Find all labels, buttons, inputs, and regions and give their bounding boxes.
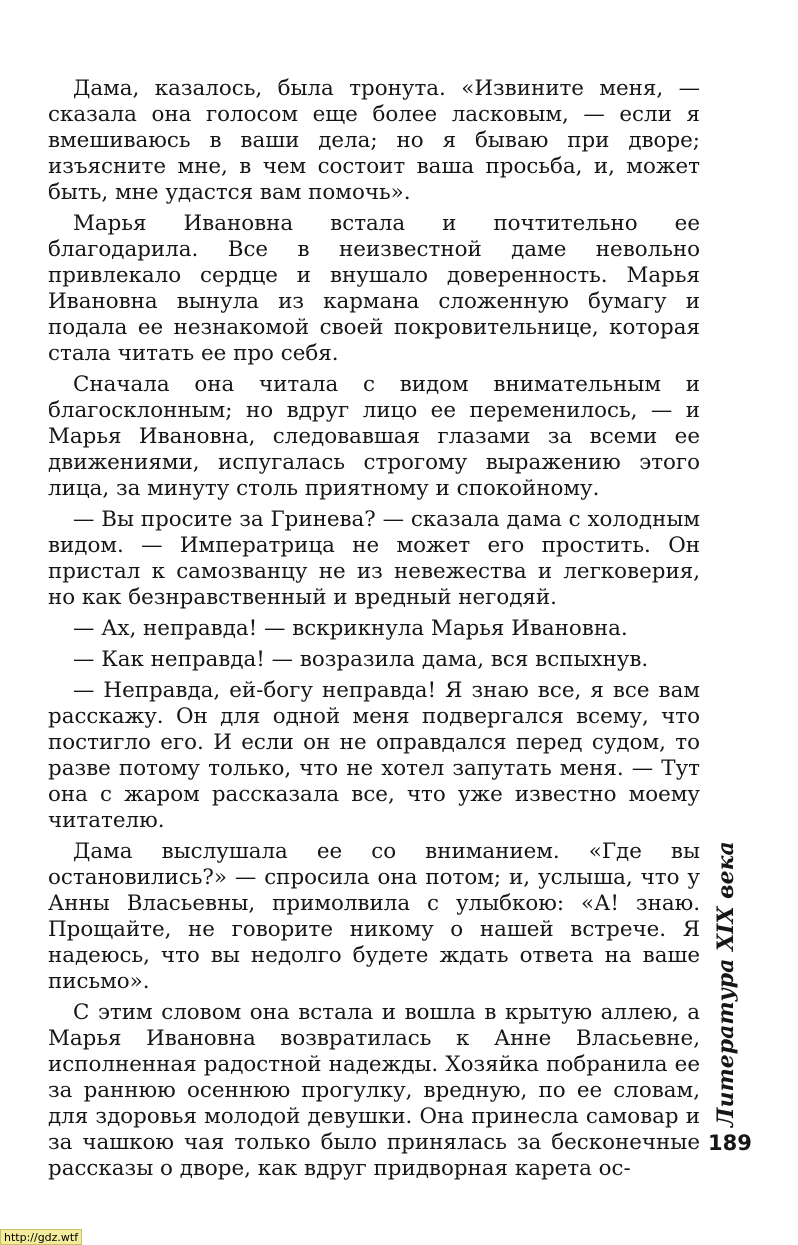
paragraph: — Как неправда! — возразила дама, вся вспыхнув. [73, 647, 649, 672]
paragraph: Сначала она читала с видом внимательным и благосклонным; но вдруг лицо ее переменилось, — и Марья Ивановна, следовавшая глазами за всеми ее движениями, испугалась строгому выражению этого лица, за минуту столь приятному и спокойному. [48, 372, 700, 501]
paragraph: — Ах, неправда! — вскрикнула Марья Ивановна. [73, 616, 628, 641]
paragraph: — Неправда, ей-богу неправда! Я знаю все, я все вам расскажу. Он для одной меня подвергался всему, что постигло его. И если он не оправдался перед судом, то разве потому только, что не хотел запутать меня. — Тут она с жаром рассказала все, что уже известно моему читателю. [48, 678, 700, 833]
paragraph: Дама выслушала ее со вниманием. «Где вы остановились?» — спросила она потом; и, услыша, что у Анны Власьевны, примолвила с улыбкою: «А! знаю. Прощайте, не говорите никому о нашей встрече. Я надеюсь, что вы недолго будете ждать ответа на ваше письмо». [48, 839, 700, 994]
page-number: 189 [708, 1131, 752, 1155]
paragraph: Дама, казалось, была тронута. «Извините меня, — сказала она голосом еще более ласковым, — если я вмешиваюсь в ваши дела; но я бываю при дворе; изъясните мне, в чем состоит ваша просьба, и, может быть, мне удастся вам помочь». [48, 76, 700, 205]
paragraph: С этим словом она встала и вошла в крытую аллею, а Марья Ивановна возвратилась к Анне Власьевне, исполненная радостной надежды. Хозяйка побранила ее за раннюю осеннюю прогулку, вредную, по ее словам, для здоровья молодой девушки. Она принесла самовар и за чашкою чая только было принялась за бесконечные рассказы о дворе, как вдруг придворная карета ос- [48, 1000, 700, 1181]
paragraph: — Вы просите за Гринева? — сказала дама с холодным видом. — Императрица не может его простить. Он пристал к самозванцу не из невежества и легковерия, но как безнравственный и вредный негодяй. [48, 507, 700, 610]
running-section-title: Литература XIX века [713, 841, 739, 1127]
body-text [48, 76, 700, 1187]
watermark-link[interactable]: http://gdz.wtf [0, 1229, 82, 1245]
paragraph: Марья Ивановна встала и почтительно ее благодарила. Все в неизвестной даме невольно привлекало сердце и внушало доверенность. Марья Ивановна вынула из кармана сложенную бумагу и подала ее незнакомой своей покровительнице, которая стала читать ее про себя. [48, 211, 700, 366]
